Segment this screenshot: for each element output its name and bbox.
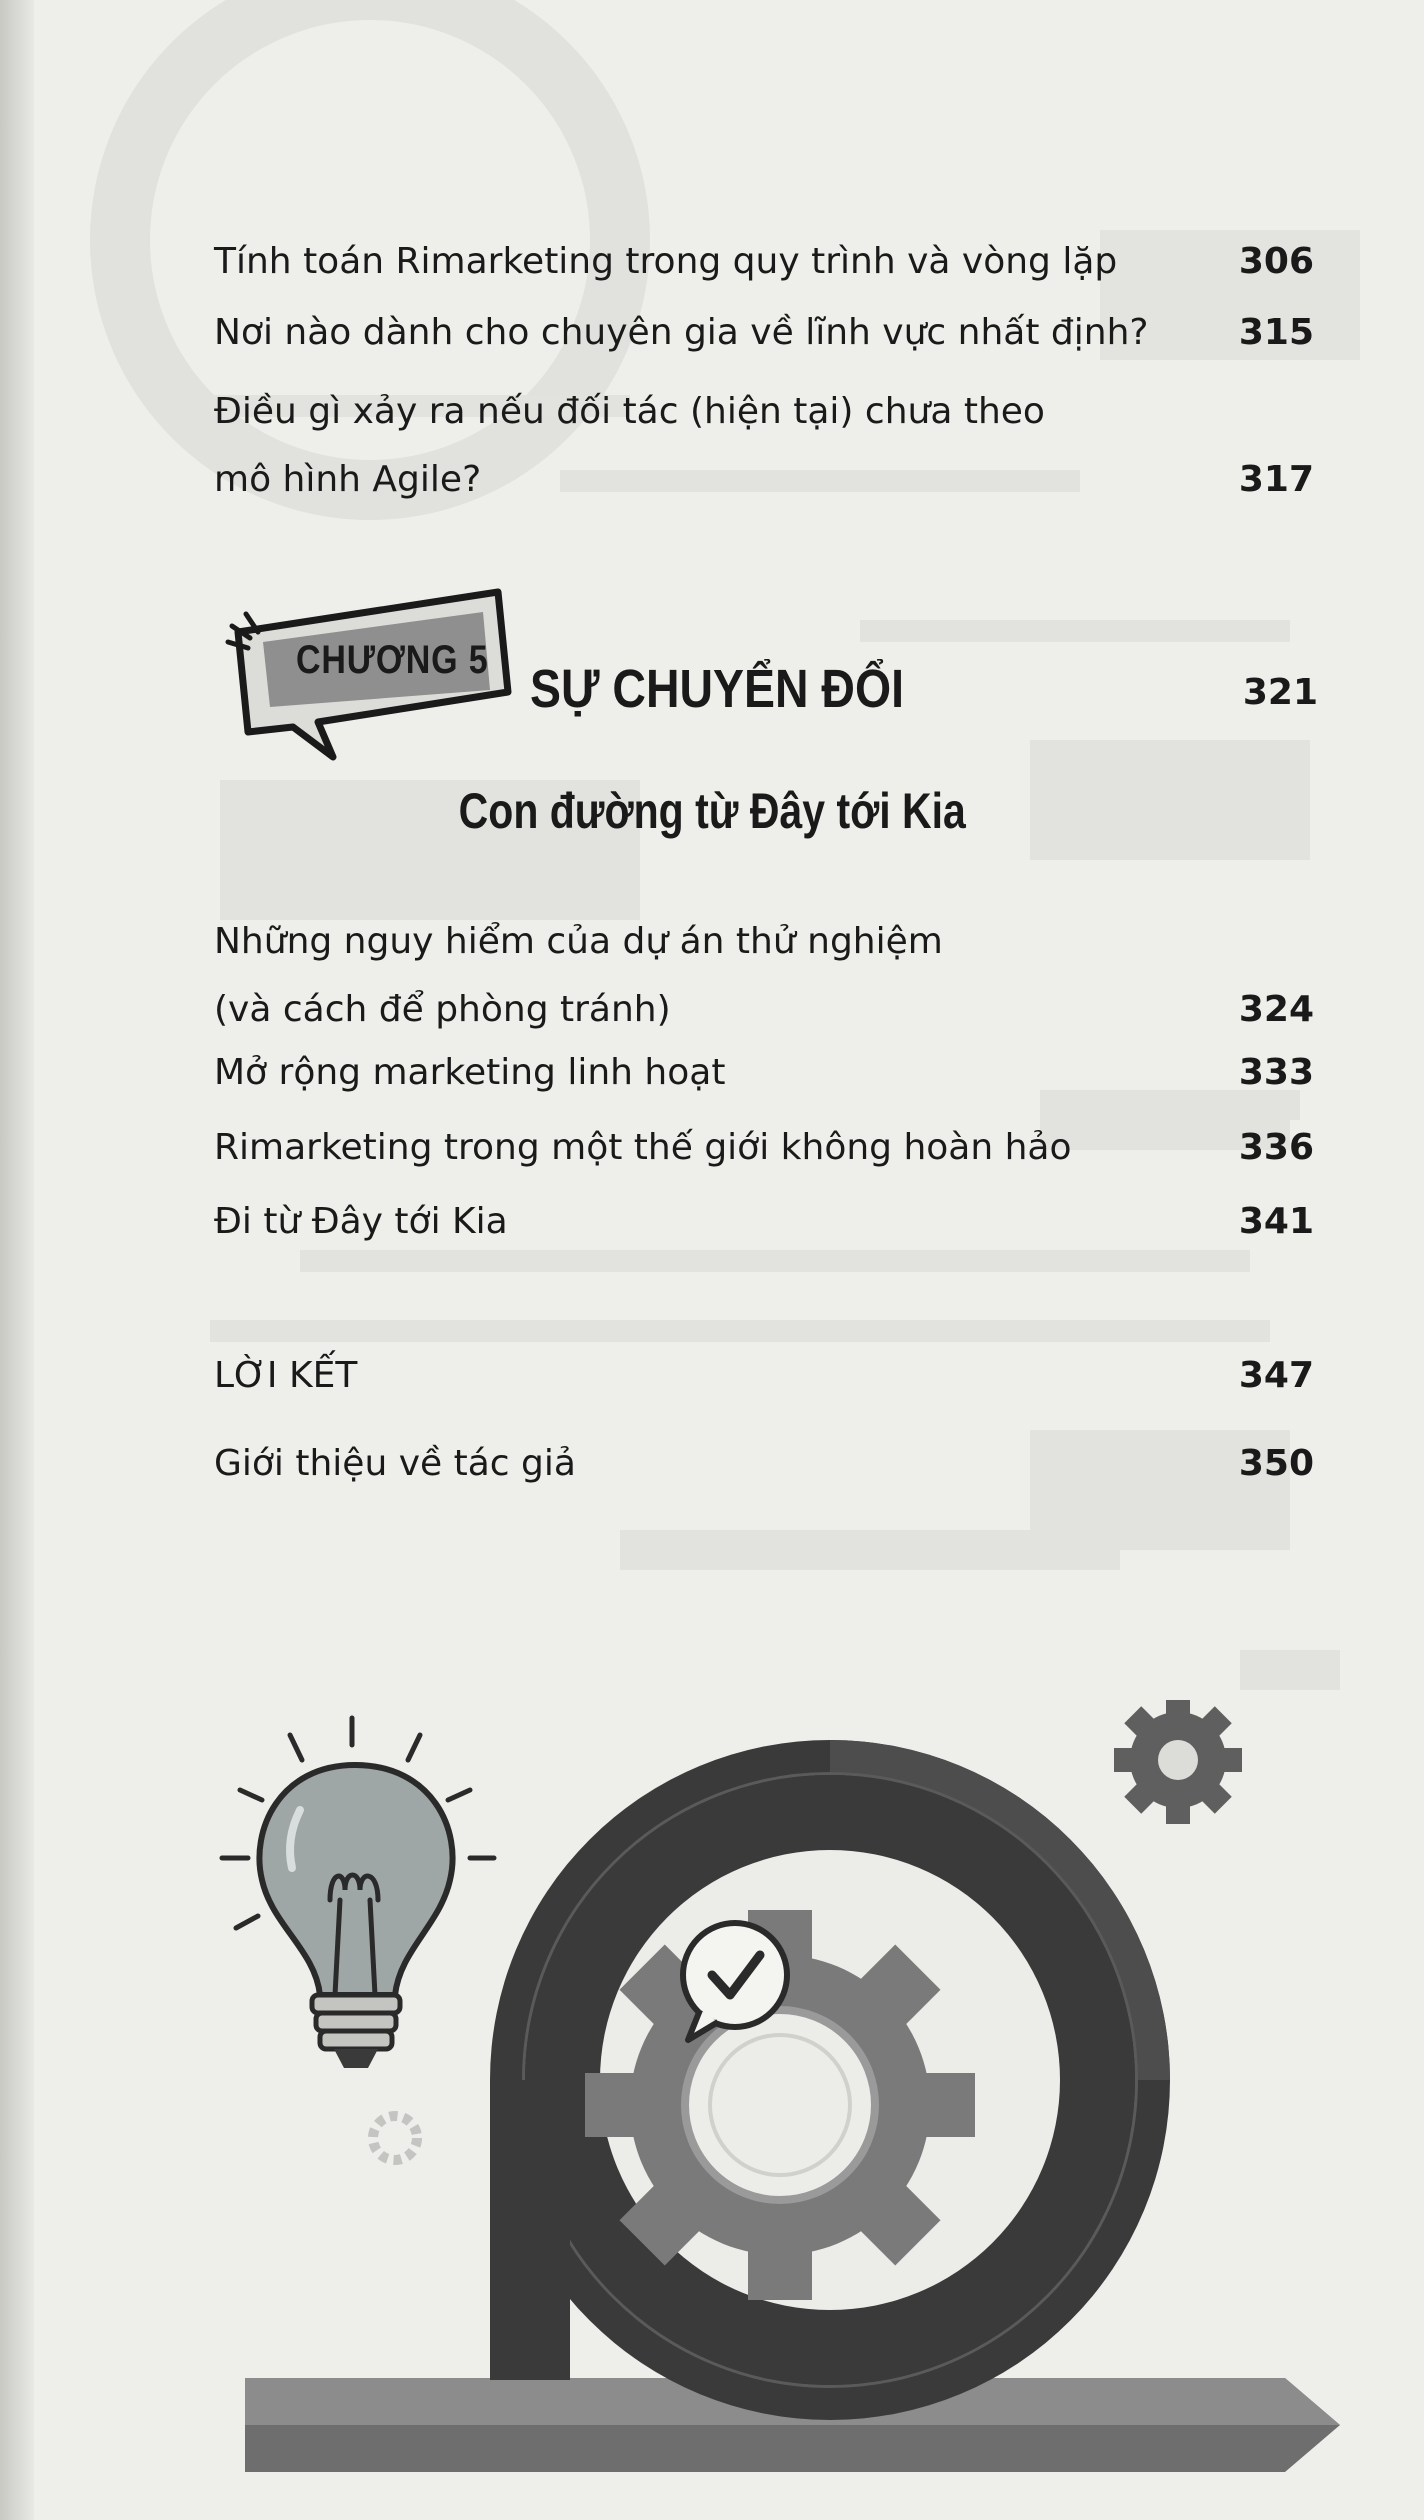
toc-entry-title: LỜI KẾT <box>214 1355 358 1396</box>
chapter-title: SỰ CHUYỂN ĐỔI <box>530 659 904 719</box>
toc-entry <box>214 234 1314 290</box>
toc-entry <box>214 1436 1314 1492</box>
toc-entry <box>214 1194 1314 1250</box>
toc-entry-title: Tính toán Rimarketing trong quy trình và vòng lặp <box>214 241 1118 282</box>
toc-entry-title: Giới thiệu về tác giả <box>214 1443 576 1484</box>
illustration <box>0 1700 1424 2520</box>
faint-gear-icon <box>373 2116 417 2160</box>
toc-entry-page: 306 <box>1238 241 1314 282</box>
toc-entry-title: Đi từ Đây tới Kia <box>214 1201 508 1242</box>
toc-entry-title-line1: Điều gì xảy ra nếu đối tác (hiện tại) chưa theo <box>214 391 1045 432</box>
toc-entry <box>214 1120 1314 1176</box>
small-gear-icon <box>1114 1700 1242 1824</box>
chapter-subtitle <box>0 782 1424 840</box>
toc-entry-title-line2: mô hình Agile? <box>214 459 482 500</box>
toc-entry-title: Rimarketing trong một thế giới không hoàn hảo <box>214 1127 1072 1168</box>
chapter-badge-label: CHƯƠNG 5 <box>296 638 489 682</box>
toc-entry-page: 350 <box>1238 1443 1314 1484</box>
light-bulb-icon <box>222 1718 494 2068</box>
toc-entry-page: 333 <box>1238 1052 1314 1093</box>
toc-entry-page: 317 <box>1238 459 1314 500</box>
toc-entry-title: Nơi nào dành cho chuyên gia về lĩnh vực nhất định? <box>214 312 1149 353</box>
toc-entry <box>214 378 1314 514</box>
chapter-subtitle-text: Con đường từ Đây tới Kia <box>458 783 966 839</box>
toc-entry-title-line2: (và cách để phòng tránh) <box>214 989 671 1030</box>
toc-entry-page: 324 <box>1238 989 1314 1030</box>
toc-entry-title: Mở rộng marketing linh hoạt <box>214 1052 726 1093</box>
toc-entry <box>214 908 1314 1044</box>
chapter-page-number: 321 <box>1242 672 1318 713</box>
toc-entry-page: 341 <box>1238 1201 1314 1242</box>
toc-entry-page: 315 <box>1238 312 1314 353</box>
toc-entry-page: 336 <box>1238 1127 1314 1168</box>
toc-entry-title-line1: Những nguy hiểm của dự án thử nghiệm <box>214 921 943 962</box>
toc-entry <box>214 1348 1314 1404</box>
toc-entry <box>214 1045 1314 1101</box>
chapter-heading <box>208 582 1318 762</box>
toc-entry-page: 347 <box>1238 1355 1314 1396</box>
toc-entry <box>214 305 1314 361</box>
